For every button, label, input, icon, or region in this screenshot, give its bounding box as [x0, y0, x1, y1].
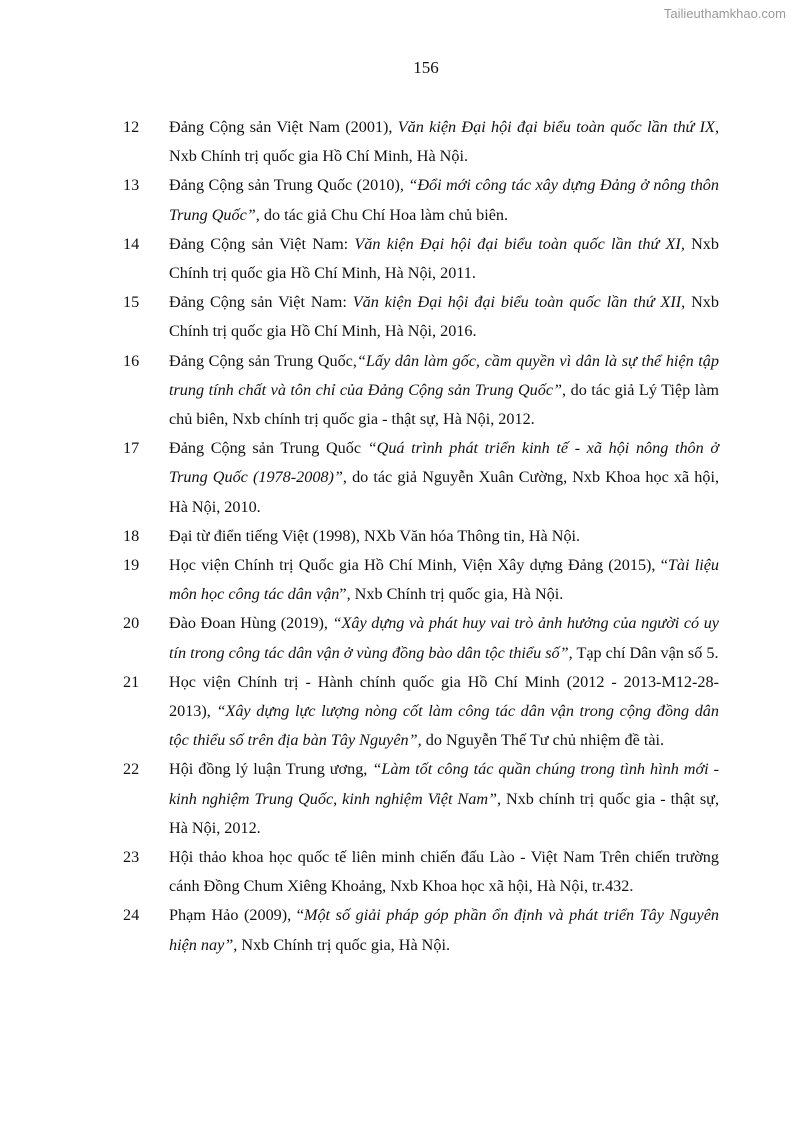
reference-segment: do Nguyễn Thế Tư chủ nhiệm đề tài.: [421, 731, 665, 750]
reference-item: [123, 434, 719, 522]
reference-item: [123, 522, 719, 551]
reference-segment: Học viện Chính trị Quốc gia Hồ Chí Minh, Viện Xây dựng Đảng (2015), “: [169, 556, 668, 575]
reference-segment: Nxb Chính trị quốc gia, Hà Nội.: [237, 935, 451, 954]
reference-segment: Đảng Cộng sản Trung Quốc,: [169, 351, 357, 370]
reference-text: [169, 843, 719, 901]
reference-item: [123, 843, 719, 901]
reference-number: 23: [123, 848, 140, 867]
reference-number: 12: [123, 118, 140, 136]
reference-number: 17: [123, 439, 140, 458]
reference-segment: , do tác giả Nguyễn Xuân Cường, Nxb Khoa học xã hội, Hà Nội, 2010.: [169, 468, 719, 516]
reference-text: [169, 113, 719, 171]
reference-text: [169, 901, 719, 959]
reference-number: 18: [123, 526, 140, 545]
reference-title: “Xây dựng lực lượng nòng cốt làm công tác dân vận trong cộng đồng dân tộc thiểu số trên địa bàn Tây Nguyên”,: [169, 702, 719, 750]
reference-text: [169, 755, 719, 843]
page-number: 156: [413, 58, 439, 77]
reference-title: Văn kiện Đại hội đại biểu toàn quốc lần thứ IX,: [397, 118, 719, 136]
reference-text: [169, 171, 719, 229]
reference-segment: Hội thảo khoa học quốc tế liên minh chiến đấu Lào - Việt Nam Trên chiến trường cánh Đồng Chum Xiêng Khoảng, Nxb Khoa học xã hội, Hà Nội, tr.432.: [169, 848, 719, 896]
reference-item: [123, 901, 719, 959]
reference-number: 19: [123, 556, 140, 575]
reference-segment: do tác giả Chu Chí Hoa làm chủ biên.: [259, 205, 509, 224]
reference-segment: Phạm Hảo (2009), “: [169, 906, 304, 925]
reference-number: 22: [123, 760, 140, 779]
reference-text: [169, 551, 719, 609]
reference-title: Văn kiện Đại hội đại biểu toàn quốc lần thứ XII,: [352, 293, 686, 312]
reference-segment: Đảng Cộng sản Trung Quốc (2010): [169, 176, 400, 195]
reference-title: “Xây dựng và phát huy vai trò ảnh hưởng của người có uy tín trong công tác dân vận ở vùng đồng bào dân tộc thiểu số”,: [169, 614, 719, 662]
reference-item: [123, 755, 719, 843]
reference-segment: Nxb Chính trị quốc gia Hồ Chí Minh, Hà Nội.: [169, 147, 469, 166]
reference-segment: Đảng Cộng sản Việt Nam (2001),: [169, 118, 398, 136]
reference-text: [169, 522, 719, 551]
reference-item: [123, 347, 719, 435]
reference-item: [123, 288, 719, 346]
reference-item: [123, 551, 719, 609]
reference-segment: Đào Đoan Hùng (2019),: [169, 614, 333, 633]
reference-segment: Nxb Chính trị quốc gia Hồ Chí Minh, Hà Nội, 2011.: [169, 234, 719, 283]
reference-number: 14: [123, 234, 140, 253]
reference-title: “Quá trình phát triển kinh tế - xã hội nông thôn ở Trung Quốc (1978-2008)”: [169, 439, 719, 487]
reference-segment: Đảng Cộng sản Trung Quốc: [169, 439, 368, 458]
reference-text: [169, 434, 719, 522]
reference-segment: Đảng Cộng sản Việt Nam:: [169, 234, 355, 253]
reference-segment: , do tác giả Lý Tiệp làm chủ biên, Nxb chính trị quốc gia - thật sự, Hà Nội, 2012.: [169, 380, 719, 429]
reference-number: 20: [123, 614, 140, 633]
reference-text: [169, 609, 719, 667]
reference-segment: Đảng Cộng sản Việt Nam:: [169, 293, 353, 312]
reference-list: [123, 113, 719, 960]
reference-number: 24: [123, 906, 140, 925]
reference-segment: Hội đồng lý luận Trung ương,: [169, 760, 373, 779]
reference-number: 15: [123, 293, 140, 312]
reference-number: 21: [123, 672, 140, 691]
reference-text: [169, 230, 719, 288]
reference-item: [123, 230, 719, 288]
reference-segment: Tạp chí Dân vận số 5.: [572, 643, 719, 662]
reference-text: [169, 668, 719, 756]
reference-number: 13: [123, 176, 140, 195]
reference-item: [123, 609, 719, 667]
reference-segment: Đại từ điển tiếng Việt (1998), NXb Văn hóa Thông tin, Hà Nội.: [169, 526, 581, 545]
reference-segment: Nxb chính trị quốc gia - thật sự, Hà Nội, 2012.: [169, 789, 719, 837]
reference-text: [169, 347, 719, 435]
reference-title: “Làm tốt công tác quần chúng trong tình hình mới - kinh nghiệm Trung Quốc, kinh nghiệm Việt Nam”,: [169, 760, 719, 808]
reference-item: [123, 113, 719, 171]
reference-item: [123, 171, 719, 229]
reference-item: [123, 668, 719, 756]
reference-number: 16: [123, 351, 140, 370]
watermark: Tailieuthamkhao.com: [663, 6, 786, 21]
reference-segment: Nxb Chính trị quốc gia Hồ Chí Minh, Hà Nội, 2016.: [169, 293, 719, 341]
reference-title: Một số giải pháp góp phần ổn định và phát triển Tây Nguyên hiện nay”,: [169, 906, 719, 954]
reference-title: “Lấy dân làm gốc, cầm quyền vì dân là sự thể hiện tập trung tính chất và tôn chỉ của Đảng Cộng sản Trung Quốc”: [169, 351, 719, 399]
reference-title: Tài liệu môn học công tác dân vận: [169, 556, 719, 604]
reference-segment: ”, Nxb Chính trị quốc gia, Hà Nội.: [339, 585, 564, 604]
reference-title: Văn kiện Đại hội đại biểu toàn quốc lần thứ XI,: [354, 234, 685, 253]
reference-title: , “Đổi mới công tác xây dựng Đảng ở nông thôn Trung Quốc”,: [169, 176, 719, 224]
reference-text: [169, 288, 719, 346]
reference-segment: Học viện Chính trị - Hành chính quốc gia Hồ Chí Minh (2012 - 2013-M12-28-2013),: [169, 672, 719, 721]
